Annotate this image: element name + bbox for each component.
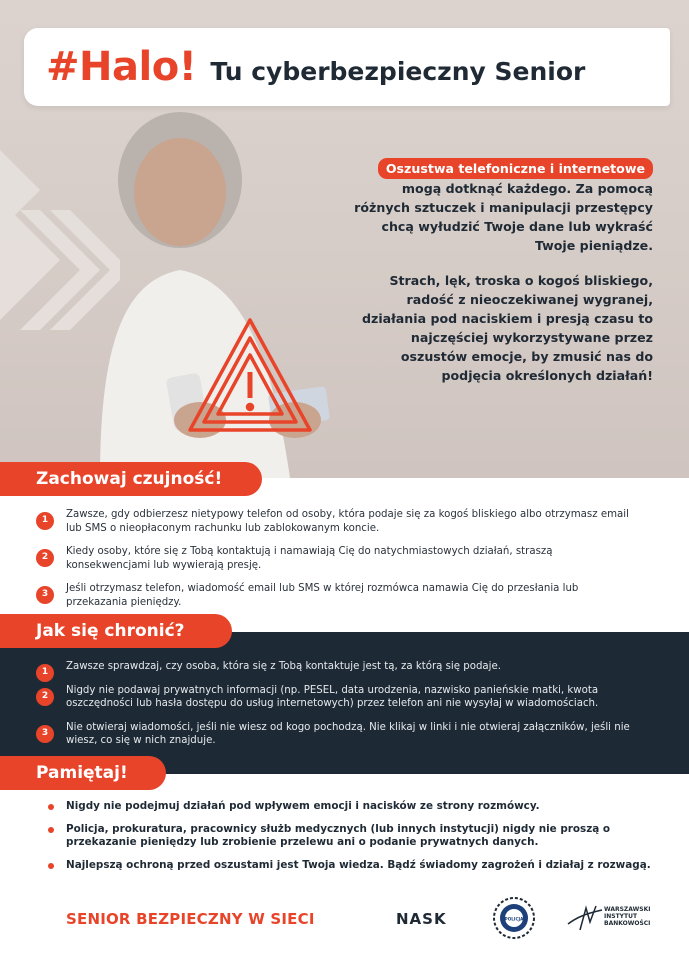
page-title: Tu cyberbezpieczny Senior xyxy=(210,56,586,86)
protection-list xyxy=(36,660,636,758)
section-heading-remember: Pamiętaj! xyxy=(0,756,166,790)
list-item: 2 Nigdy nie podawaj prywatnych informacji (np. PESEL, data urodzenia, nazwisko panieńskie matki, kwota oszczędności lub hasła dostępu do usług internetowych) przez telefon ani nie wysyłaj w wiadomościach. xyxy=(36,684,636,711)
list-item: Policja, prokuratura, pracownicy służb medycznych (lub innych instytucji) nigdy nie proszą o przekazanie pieniędzy lub zrobienie przelewu ani o podanie prywatnych danych. xyxy=(48,823,658,850)
intro-tag: Oszustwa telefoniczne i internetowe xyxy=(378,158,653,179)
list-item: 1 Zawsze sprawdzaj, czy osoba, która się z Tobą kontaktuje jest tą, za którą się podaje. xyxy=(36,660,636,674)
intro-paragraph-2: Strach, lęk, troska o kogoś bliskiego, radość z nieoczekiwanej wygranej, działania pod naciskiem i presją czasu to najczęściej wykorzystywane przez oszustów emocje, by zmusić nas do podjęcia określonych działań! xyxy=(361,273,653,383)
list-item: 3 Jeśli otrzymasz telefon, wiadomość email lub SMS w której rozmówca namawia Cię do przesłania lub przekazania pieniędzy. xyxy=(36,582,636,609)
campaign-brand: SENIOR BEZPIECZNY W SIECI xyxy=(66,910,315,928)
hero-section xyxy=(0,0,689,478)
section-heading-vigilance: Zachowaj czujność! xyxy=(0,462,262,496)
title-bar xyxy=(24,28,670,106)
list-item: Najlepszą ochroną przed oszustami jest Twoja wiedza. Bądź świadomy zagrożeń i działaj z rozwagą. xyxy=(48,859,658,873)
list-item: 1 Zawsze, gdy odbierzesz nietypowy telefon od osoby, która podaje się za kogoś bliskiego albo otrzymasz email lub SMS o nieopłaconym rachunku lub zablokowanym koncie. xyxy=(36,508,636,535)
number-badge: 1 xyxy=(36,664,54,682)
list-item: Nigdy nie podejmuj działań pod wpływem emocji i nacisków ze strony rozmówcy. xyxy=(48,800,658,814)
vigilance-list xyxy=(36,508,636,619)
nask-logo: NASK xyxy=(396,910,447,928)
police-emblem-icon xyxy=(492,896,536,940)
remember-list xyxy=(48,800,658,881)
section-heading-protection: Jak się chronić? xyxy=(0,614,232,648)
list-item: 3 Nie otwieraj wiadomości, jeśli nie wiesz od kogo pochodzą. Nie klikaj w linki i nie otwieraj załączników, jeśli nie wiesz, co się w nich znajduje. xyxy=(36,721,636,748)
list-item: 2 Kiedy osoby, które się z Tobą kontaktują i namawiają Cię do natychmiastowych działań, straszą konsekwencjami lub wywierają presję. xyxy=(36,545,636,572)
number-badge: 3 xyxy=(36,725,54,743)
intro-paragraph-1: mogą dotknąć każdego. Za pomocą różnych sztuczek i manipulacji przestępcy chcą wyłudzić Twoje dane lub wykraść Twoje pieniądze. xyxy=(354,181,653,253)
number-badge: 1 xyxy=(36,512,54,530)
number-badge: 3 xyxy=(36,586,54,604)
title-hashtag: #Halo! xyxy=(46,44,197,90)
number-badge: 2 xyxy=(36,688,54,706)
police-emblem-text: POLICJA xyxy=(504,916,524,922)
number-badge: 2 xyxy=(36,549,54,567)
wib-logo-icon xyxy=(566,902,606,934)
wib-logo-text: WARSZAWSKI INSTYTUT BANKOWOŚCI xyxy=(604,906,651,927)
intro-text xyxy=(353,158,653,385)
